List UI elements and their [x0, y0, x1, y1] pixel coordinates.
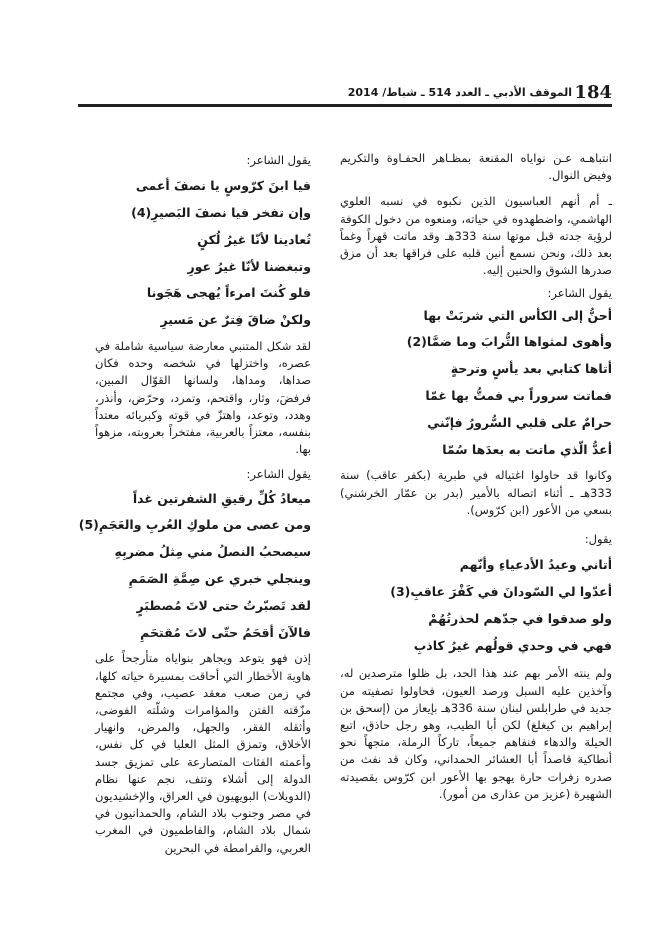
verse-line: أحنُّ إلى الكأس التي شربَتْ بها: [423, 307, 612, 323]
verse-block: [340, 303, 612, 464]
journal-issue-line: الموقف الأدبي ـ العدد 514 ـ شباط/ 2014: [347, 86, 572, 99]
verse-line: وأهوى لمثواها التُّرابَ وما ضمَّا(2): [406, 334, 612, 350]
verse-line: ومن عصى من ملوكِ العُربِ والعَجَمِ(5): [78, 517, 311, 533]
verse-line: ولو صدقوا في جدّهم لحذرتُهُمْ: [428, 610, 612, 626]
verse-block: [340, 552, 612, 659]
verse-line: حرامٌ على قلبي السُّرورُ فإنّني: [427, 414, 612, 430]
paragraph: ولم ينته الأمر بهم عند هذا الحد، بل ظلوا مترصدين له، وآخذين عليه السبل ورصد العيون، فحاولوا تصفيته من جديد في طرابلس لبنان سنة 336هـ بإيعاز من (إسحق بن إبراهيم بن كيغلغ) لكن أبا الطيب، وهو رجل حاذق، اتبع الحيلة والدهاء فنفاهم جميعاً، تاركاً الرملة، متجهاً نحو أنطاكية قاصداً أبا العشائر الحمداني، وكان قد نفث من صدره زفرات حارة يهجو بها الأعور ابن كرّوس بقصيدته الشهيرة (عزيز من عذارى من أمور).: [340, 666, 612, 801]
paragraph: ـ أم أنهم العباسيون الذين نكبوه في نسبه العلوي الهاشمي، واضطهدوه في حياته، ومنعوه من دخول الكوفة لرؤية جدته قبل موتها سنة 333هـ وقد ماتت قهراً وغماً بعد ذلك، ونحن نسمع أنين قلبه على فراقها بعد أن مزق صدرها الشوق والحنين إليه.: [340, 194, 612, 278]
verse-block: [78, 486, 311, 647]
page-header: [347, 82, 612, 104]
verse-line: لقد تَصبّرتُ حتى لاتَ مُصطبَرٍ: [136, 597, 311, 613]
verse-block: [95, 173, 311, 334]
verse-line: ميعادُ كُلِّ رقيقِ الشفرتين غداً: [132, 490, 311, 506]
verse-line: وينجلي خبري عن صِمَّةِ الصَمَمِ: [128, 571, 311, 586]
verse-line: فالآنَ أقحَمُ حتّى لاتَ مُقتحَمِ: [140, 624, 311, 640]
verse-line: وتبغضنا لأنّا غيرُ عورِ: [187, 258, 311, 274]
verse-intro-label: يقول الشاعر:: [246, 467, 311, 482]
verse-line: أعدُّ الّذي ماتت به بعدَها سُمّا: [442, 441, 612, 457]
left-column: [78, 150, 311, 857]
verse-intro-label: يقول الشاعر:: [547, 286, 612, 301]
verse-line: أتاها كتابي بعد يأسٍ وترحةٍ: [450, 361, 612, 377]
verse-intro-label: يقول:: [584, 532, 612, 547]
verse-line: أعدّوا لي السّودانَ في كَفْرَ عاقبِ(3): [390, 584, 612, 600]
paragraph: لقد شكل المتنبي معارضة سياسية شاملة في عصره، واختزلها في شخصه وحده فكان صداها، ومداها، ولسانها القوّال المبين، فرفضَ، وثار، واقتحم، وتمرد، وحرّض، وأنذر، وهدد، وتوعد، واهتزّ في قوته وكبريائه معتداً بنفسه، معتزاً بالعربية، مفتخراً بعروبته، مزهواً بها.: [95, 338, 311, 457]
verse-line: فلو كُنتَ امرءاً يُهجى هَجَونا: [146, 285, 311, 301]
verse-line: ولكنْ ضاقَ فِترٌ عن مَسيرِ: [160, 312, 311, 328]
verse-line: فماتت سروراً بي فمتُّ بها غمّا: [425, 388, 612, 404]
verse-line: أتاني وعيدُ الأدعياءِ وأنّهم: [459, 557, 612, 573]
paragraph: إذن فهو يتوعد ويجاهر بنواياه متأرجحاً على هاوية الأخطار التي أحاقت بمسيرة حياته كلها، في زمن صعب معقد عصيب، وفي مجتمع مزّقته الفتن والمؤامرات وشلّته الفوضى، وأثقله الفقر، والجهل، والمرض، وانهيار الأخلاق، وتمزق المثل العليا في كل نفس، وأعمته الفئات المتصارعة على تمزيق جسد الدولة إلى أشلاء وتتف، نجم عنها نظام (الدويلات) البويهيون في العراق، والإخشيديون في مصر وجنوب بلاد الشام، والحمدانيون في شمال بلاد الشام، والفاطميون في المغرب العربي، والقرامطة في البحرين: [95, 651, 311, 855]
verse-line: سيصحبُ النصلُ مني مِثلُ مضربِهِ: [114, 544, 311, 560]
verse-intro-label: يقول الشاعر:: [246, 153, 311, 167]
verse-line: فهي في وحدي قولُهم غيرُ كاذبِ: [413, 637, 612, 653]
paragraph: انتباهـه عـن نواياه المقنعة بمظـاهر الحفـاوة والتكريم وفيض النوال.: [340, 151, 612, 183]
verse-line: تُعادينا لأنّا غيرُ لُكنٍ: [197, 231, 311, 247]
header-rule: [78, 104, 612, 107]
right-column: [340, 150, 612, 803]
verse-line: فيا ابنَ كرّوسٍ يا نصفَ أعمى: [135, 178, 311, 194]
page-number: 184: [574, 82, 612, 103]
paragraph: وكانوا قد حاولوا اغتياله في طبرية (بكفر عاقب) سنة 333هـ ـ أثناء اتصاله بالأمير (بدر بن عمّار الخرشني) بسعي من الأعور (ابن كرّوس).: [340, 468, 612, 517]
verse-line: وإن تفخر فيا نصفَ البَصيرِ(4): [131, 205, 311, 220]
